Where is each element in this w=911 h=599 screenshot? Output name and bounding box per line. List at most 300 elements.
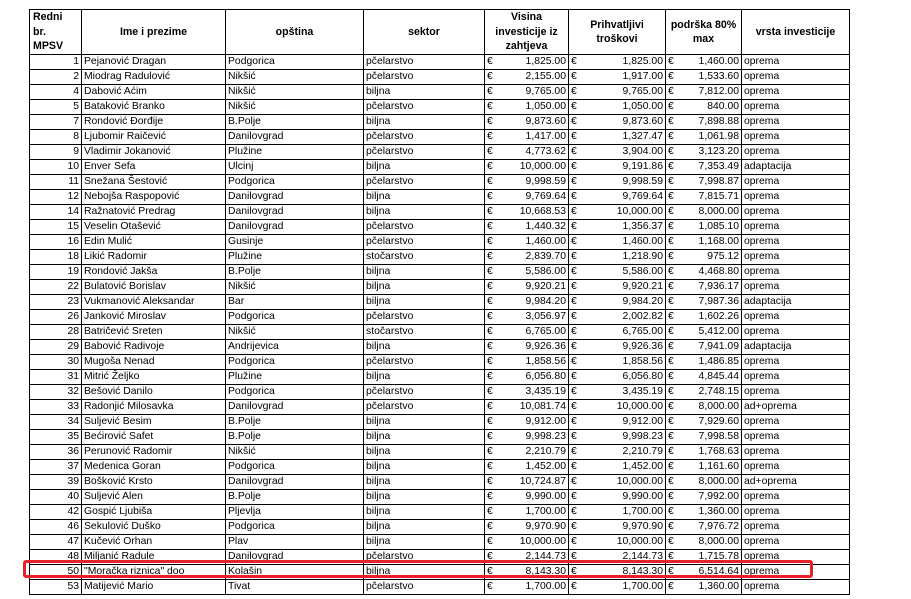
row-number: 48: [30, 550, 82, 565]
row-name: Gospić Ljubiša: [82, 505, 226, 520]
table-row: [30, 205, 850, 220]
euro-sign: €: [571, 56, 577, 67]
row-number: 46: [30, 520, 82, 535]
table-row: [30, 130, 850, 145]
row-eligible-costs: [569, 160, 666, 175]
row-investment-type: oprema: [742, 205, 850, 220]
row-number: 1: [30, 55, 82, 70]
row-sector: biljna: [364, 445, 485, 460]
amount: 1,440.32: [525, 221, 566, 232]
row-investment-type: oprema: [742, 70, 850, 85]
amount: 1,452.00: [622, 461, 663, 472]
row-name: Snežana Šestović: [82, 175, 226, 190]
euro-sign: €: [571, 116, 577, 127]
amount: 8,143.30: [525, 566, 566, 577]
euro-sign: €: [668, 326, 674, 337]
row-number: 8: [30, 130, 82, 145]
row-sector: biljna: [364, 190, 485, 205]
row-investment: [485, 370, 569, 385]
row-investment: [485, 190, 569, 205]
row-support: [666, 160, 742, 175]
euro-sign: €: [487, 386, 493, 397]
euro-sign: €: [668, 431, 674, 442]
row-number: 50: [30, 565, 82, 580]
row-sector: stočarstvo: [364, 325, 485, 340]
table-row: [30, 505, 850, 520]
amount: 7,898.88: [698, 116, 739, 127]
table-row: [30, 100, 850, 115]
row-eligible-costs: [569, 370, 666, 385]
amount: 840.00: [707, 101, 739, 112]
euro-sign: €: [571, 386, 577, 397]
euro-sign: €: [571, 236, 577, 247]
euro-sign: €: [668, 116, 674, 127]
euro-sign: €: [487, 296, 493, 307]
row-investment: [485, 475, 569, 490]
header-sektor: sektor: [364, 10, 485, 55]
row-name: Miljanić Radule: [82, 550, 226, 565]
row-number: 42: [30, 505, 82, 520]
amount: 9,926.36: [622, 341, 663, 352]
row-sector: biljna: [364, 475, 485, 490]
row-number: 32: [30, 385, 82, 400]
euro-sign: €: [571, 461, 577, 472]
amount: 1,533.60: [698, 71, 739, 82]
row-municipality: Plužine: [226, 145, 364, 160]
amount: 2,155.00: [525, 71, 566, 82]
row-name: Babović Radivoje: [82, 340, 226, 355]
row-investment-type: oprema: [742, 415, 850, 430]
row-name: Ražnatović Predrag: [82, 205, 226, 220]
table-row: [30, 85, 850, 100]
row-number: 30: [30, 355, 82, 370]
row-municipality: B.Polje: [226, 265, 364, 280]
euro-sign: €: [487, 416, 493, 427]
row-support: [666, 220, 742, 235]
row-eligible-costs: [569, 85, 666, 100]
row-support: [666, 505, 742, 520]
euro-sign: €: [668, 536, 674, 547]
euro-sign: €: [487, 551, 493, 562]
row-name: Janković Miroslav: [82, 310, 226, 325]
euro-sign: €: [571, 251, 577, 262]
row-investment-type: oprema: [742, 385, 850, 400]
row-support: [666, 190, 742, 205]
row-investment-type: adaptacija: [742, 160, 850, 175]
euro-sign: €: [571, 551, 577, 562]
row-municipality: Danilovgrad: [226, 550, 364, 565]
row-sector: pčelarstvo: [364, 175, 485, 190]
euro-sign: €: [487, 356, 493, 367]
euro-sign: €: [571, 536, 577, 547]
row-eligible-costs: [569, 580, 666, 595]
row-investment: [485, 265, 569, 280]
row-support: [666, 370, 742, 385]
row-eligible-costs: [569, 385, 666, 400]
euro-sign: €: [668, 521, 674, 532]
row-municipality: Danilovgrad: [226, 130, 364, 145]
row-support: [666, 535, 742, 550]
row-eligible-costs: [569, 340, 666, 355]
row-number: 28: [30, 325, 82, 340]
row-sector: biljna: [364, 520, 485, 535]
row-investment-type: oprema: [742, 220, 850, 235]
table-row: [30, 415, 850, 430]
header-ime: Ime i prezime: [82, 10, 226, 55]
row-sector: biljna: [364, 115, 485, 130]
row-number: 35: [30, 430, 82, 445]
amount: 3,435.19: [525, 386, 566, 397]
row-number: 7: [30, 115, 82, 130]
row-investment-type: oprema: [742, 460, 850, 475]
euro-sign: €: [487, 461, 493, 472]
euro-sign: €: [571, 146, 577, 157]
row-eligible-costs: [569, 265, 666, 280]
amount: 7,353.49: [698, 161, 739, 172]
investment-table: [29, 9, 850, 595]
euro-sign: €: [571, 521, 577, 532]
amount: 9,769.64: [525, 191, 566, 202]
amount: 1,168.00: [698, 236, 739, 247]
amount: 2,002.82: [622, 311, 663, 322]
amount: 1,050.00: [622, 101, 663, 112]
euro-sign: €: [487, 311, 493, 322]
row-investment-type: oprema: [742, 325, 850, 340]
row-investment: [485, 295, 569, 310]
row-number: 5: [30, 100, 82, 115]
euro-sign: €: [571, 401, 577, 412]
row-investment: [485, 445, 569, 460]
euro-sign: €: [668, 101, 674, 112]
euro-sign: €: [668, 566, 674, 577]
row-sector: pčelarstvo: [364, 580, 485, 595]
row-sector: biljna: [364, 505, 485, 520]
euro-sign: €: [487, 116, 493, 127]
euro-sign: €: [487, 326, 493, 337]
row-investment-type: oprema: [742, 550, 850, 565]
row-name: Kučević Orhan: [82, 535, 226, 550]
row-investment-type: oprema: [742, 445, 850, 460]
amount: 3,123.20: [698, 146, 739, 157]
row-number: 23: [30, 295, 82, 310]
row-municipality: Ulcinj: [226, 160, 364, 175]
amount: 2,839.70: [525, 251, 566, 262]
row-investment: [485, 250, 569, 265]
row-number: 26: [30, 310, 82, 325]
table-row: [30, 580, 850, 595]
table-row: [30, 55, 850, 70]
euro-sign: €: [571, 266, 577, 277]
row-support: [666, 340, 742, 355]
amount: 10,724.87: [519, 476, 566, 487]
euro-sign: €: [668, 506, 674, 517]
amount: 1,218.90: [622, 251, 663, 262]
euro-sign: €: [668, 56, 674, 67]
amount: 1,452.00: [525, 461, 566, 472]
amount: 1,417.00: [525, 131, 566, 142]
row-investment: [485, 205, 569, 220]
table-row: [30, 535, 850, 550]
row-name: Bošković Krsto: [82, 475, 226, 490]
row-investment: [485, 310, 569, 325]
row-municipality: Podgorica: [226, 460, 364, 475]
row-investment-type: adaptacija: [742, 295, 850, 310]
table-row: [30, 235, 850, 250]
row-support: [666, 385, 742, 400]
row-investment-type: oprema: [742, 565, 850, 580]
row-eligible-costs: [569, 235, 666, 250]
row-investment-type: oprema: [742, 355, 850, 370]
euro-sign: €: [487, 371, 493, 382]
row-sector: biljna: [364, 490, 485, 505]
euro-sign: €: [668, 221, 674, 232]
row-support: [666, 235, 742, 250]
row-support: [666, 310, 742, 325]
table-row: [30, 280, 850, 295]
row-sector: biljna: [364, 565, 485, 580]
row-sector: biljna: [364, 535, 485, 550]
amount: 7,941.09: [698, 341, 739, 352]
row-name: Sekulović Duško: [82, 520, 226, 535]
row-investment-type: oprema: [742, 280, 850, 295]
euro-sign: €: [487, 341, 493, 352]
row-municipality: Danilovgrad: [226, 475, 364, 490]
row-eligible-costs: [569, 220, 666, 235]
table-row: [30, 400, 850, 415]
row-name: Likić Radomir: [82, 250, 226, 265]
amount: 3,435.19: [622, 386, 663, 397]
amount: 1,602.26: [698, 311, 739, 322]
row-eligible-costs: [569, 55, 666, 70]
euro-sign: €: [668, 446, 674, 457]
row-investment-type: ad+oprema: [742, 400, 850, 415]
table-row: [30, 370, 850, 385]
row-municipality: Nikšić: [226, 100, 364, 115]
row-municipality: Podgorica: [226, 385, 364, 400]
row-investment: [485, 115, 569, 130]
row-municipality: Andrijevica: [226, 340, 364, 355]
euro-sign: €: [668, 416, 674, 427]
row-eligible-costs: [569, 115, 666, 130]
euro-sign: €: [668, 401, 674, 412]
row-sector: pčelarstvo: [364, 145, 485, 160]
row-name: Radonjić Milosavka: [82, 400, 226, 415]
row-name: Edin Mulić: [82, 235, 226, 250]
row-investment-type: oprema: [742, 190, 850, 205]
row-investment: [485, 220, 569, 235]
euro-sign: €: [668, 476, 674, 487]
row-investment-type: oprema: [742, 55, 850, 70]
row-name: Pejanović Dragan: [82, 55, 226, 70]
table-row: [30, 445, 850, 460]
row-number: 16: [30, 235, 82, 250]
table-row: [30, 145, 850, 160]
row-number: 9: [30, 145, 82, 160]
amount: 8,000.00: [698, 206, 739, 217]
row-sector: pčelarstvo: [364, 130, 485, 145]
euro-sign: €: [571, 566, 577, 577]
euro-sign: €: [571, 431, 577, 442]
table-row: [30, 475, 850, 490]
amount: 1,360.00: [698, 581, 739, 592]
amount: 1,825.00: [622, 56, 663, 67]
amount: 1,460.00: [622, 236, 663, 247]
row-investment: [485, 400, 569, 415]
table-row: [30, 295, 850, 310]
row-municipality: Danilovgrad: [226, 205, 364, 220]
euro-sign: €: [668, 581, 674, 592]
row-number: 37: [30, 460, 82, 475]
row-sector: biljna: [364, 460, 485, 475]
row-municipality: Podgorica: [226, 55, 364, 70]
euro-sign: €: [571, 221, 577, 232]
row-number: 34: [30, 415, 82, 430]
row-municipality: Kolašin: [226, 565, 364, 580]
amount: 7,936.17: [698, 281, 739, 292]
row-support: [666, 85, 742, 100]
amount: 10,000.00: [616, 401, 663, 412]
euro-sign: €: [487, 251, 493, 262]
row-number: 10: [30, 160, 82, 175]
amount: 1,768.63: [698, 446, 739, 457]
header-opstina: opština: [226, 10, 364, 55]
euro-sign: €: [487, 506, 493, 517]
euro-sign: €: [668, 371, 674, 382]
row-support: [666, 295, 742, 310]
amount: 7,815.71: [698, 191, 739, 202]
row-eligible-costs: [569, 175, 666, 190]
row-number: 12: [30, 190, 82, 205]
euro-sign: €: [487, 521, 493, 532]
row-support: [666, 175, 742, 190]
header-prihvatljivi: Prihvatljivi troškovi: [569, 10, 666, 55]
table-row: [30, 355, 850, 370]
row-name: Bešović Danilo: [82, 385, 226, 400]
row-name: Mugoša Nenad: [82, 355, 226, 370]
row-investment: [485, 430, 569, 445]
euro-sign: €: [668, 461, 674, 472]
row-sector: biljna: [364, 430, 485, 445]
amount: 1,356.37: [622, 221, 663, 232]
row-sector: biljna: [364, 265, 485, 280]
row-investment-type: oprema: [742, 175, 850, 190]
euro-sign: €: [668, 491, 674, 502]
amount: 10,000.00: [519, 161, 566, 172]
amount: 9,912.00: [525, 416, 566, 427]
row-support: [666, 430, 742, 445]
row-investment: [485, 580, 569, 595]
amount: 9,920.21: [525, 281, 566, 292]
euro-sign: €: [668, 356, 674, 367]
row-investment-type: oprema: [742, 580, 850, 595]
table-body: [30, 55, 850, 595]
euro-sign: €: [487, 476, 493, 487]
row-municipality: Plužine: [226, 250, 364, 265]
amount: 3,056.97: [525, 311, 566, 322]
euro-sign: €: [668, 236, 674, 247]
euro-sign: €: [487, 221, 493, 232]
amount: 9,998.59: [622, 176, 663, 187]
euro-sign: €: [487, 86, 493, 97]
amount: 9,970.90: [525, 521, 566, 532]
amount: 1,161.60: [698, 461, 739, 472]
row-name: Suljević Besim: [82, 415, 226, 430]
row-investment: [485, 490, 569, 505]
row-number: 22: [30, 280, 82, 295]
row-support: [666, 325, 742, 340]
amount: 1,460.00: [525, 236, 566, 247]
amount: 7,998.58: [698, 431, 739, 442]
euro-sign: €: [668, 131, 674, 142]
amount: 5,586.00: [525, 266, 566, 277]
amount: 5,412.00: [698, 326, 739, 337]
table-row: [30, 250, 850, 265]
row-eligible-costs: [569, 325, 666, 340]
row-name: Vukmanović Aleksandar: [82, 295, 226, 310]
euro-sign: €: [668, 296, 674, 307]
row-number: 18: [30, 250, 82, 265]
row-name: Batričević Sreten: [82, 325, 226, 340]
row-sector: pčelarstvo: [364, 310, 485, 325]
header-redni: Redni br. MPSV: [30, 10, 82, 55]
amount: 7,929.60: [698, 416, 739, 427]
amount: 2,210.79: [622, 446, 663, 457]
amount: 9,926.36: [525, 341, 566, 352]
row-support: [666, 250, 742, 265]
table-row: [30, 190, 850, 205]
row-eligible-costs: [569, 295, 666, 310]
row-municipality: Podgorica: [226, 355, 364, 370]
euro-sign: €: [487, 401, 493, 412]
row-investment-type: oprema: [742, 535, 850, 550]
row-municipality: B.Polje: [226, 415, 364, 430]
amount: 1,917.00: [622, 71, 663, 82]
row-name: Veselin Otašević: [82, 220, 226, 235]
row-eligible-costs: [569, 310, 666, 325]
euro-sign: €: [487, 56, 493, 67]
euro-sign: €: [487, 446, 493, 457]
row-municipality: B.Polje: [226, 115, 364, 130]
amount: 10,081.74: [519, 401, 566, 412]
euro-sign: €: [571, 311, 577, 322]
euro-sign: €: [487, 161, 493, 172]
row-investment: [485, 280, 569, 295]
row-investment-type: oprema: [742, 85, 850, 100]
euro-sign: €: [487, 101, 493, 112]
row-support: [666, 565, 742, 580]
euro-sign: €: [571, 476, 577, 487]
row-municipality: Plav: [226, 535, 364, 550]
table-row: [30, 460, 850, 475]
row-investment-type: oprema: [742, 235, 850, 250]
row-investment-type: adaptacija: [742, 340, 850, 355]
amount: 9,765.00: [525, 86, 566, 97]
table-row: [30, 490, 850, 505]
row-support: [666, 415, 742, 430]
row-eligible-costs: [569, 190, 666, 205]
row-sector: biljna: [364, 370, 485, 385]
euro-sign: €: [668, 386, 674, 397]
amount: 9,769.64: [622, 191, 663, 202]
row-name: Bulatović Borislav: [82, 280, 226, 295]
euro-sign: €: [487, 191, 493, 202]
row-sector: pčelarstvo: [364, 355, 485, 370]
amount: 9,998.23: [525, 431, 566, 442]
euro-sign: €: [571, 131, 577, 142]
amount: 8,000.00: [698, 476, 739, 487]
row-eligible-costs: [569, 145, 666, 160]
euro-sign: €: [668, 281, 674, 292]
